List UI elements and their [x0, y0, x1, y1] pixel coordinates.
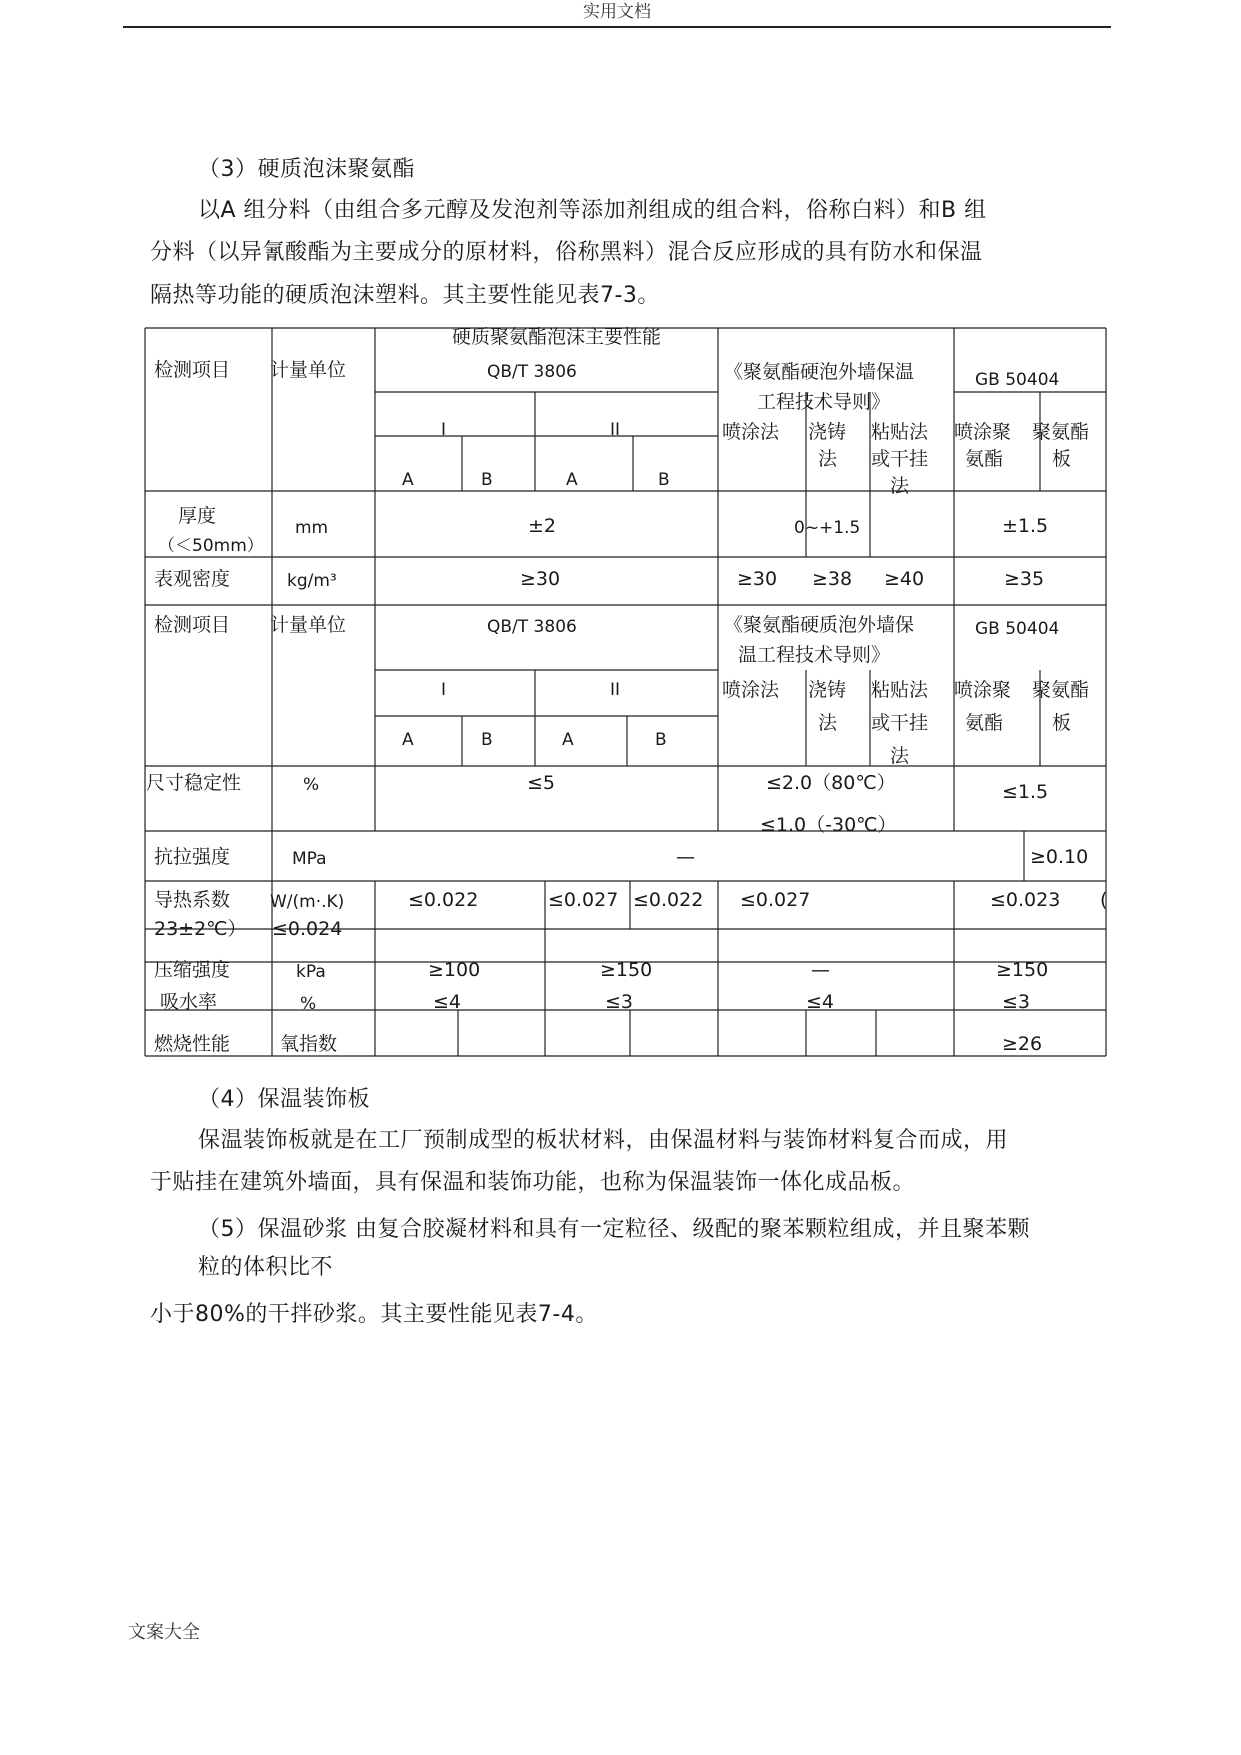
value-dim-qbt: ≤5 [527, 772, 556, 794]
value-compressive: ≥150 [996, 959, 1049, 981]
row-burning-performance: 燃烧性能 [154, 1033, 231, 1055]
header-pour-cont: 法 [818, 448, 838, 470]
value-burning: ≥26 [1002, 1033, 1043, 1055]
row-thermal-conductivity: 导热系数 [154, 889, 231, 911]
header-sub-b: B [481, 470, 493, 490]
header-spray-pu: 喷涂聚 [954, 421, 1012, 443]
value-water: ≤4 [433, 991, 462, 1013]
header-test-item: 检测项目 [154, 614, 231, 636]
value-thermal: ≤0.027 [548, 889, 619, 911]
section-4-title: （4）保温装饰板 [198, 1087, 370, 1112]
header-grade-ii: II [610, 420, 621, 440]
header-unit: 计量单位 [270, 359, 347, 381]
value-dim-guide-cold: ≤1.0（-30℃） [760, 814, 897, 836]
value-thickness-gb: ±1.5 [1002, 515, 1049, 537]
header-standard-guide-cont: 温工程技术导则》 [738, 644, 891, 666]
unit-percent: % [300, 994, 317, 1014]
header-standard-gb: GB 50404 [975, 370, 1060, 390]
paragraph-line: 保温装饰板就是在工厂预制成型的板状材料，由保温材料与装饰材料复合而成，用 [198, 1128, 1009, 1153]
value-water: ≤3 [605, 991, 634, 1013]
row-dimensional-stability: 尺寸稳定性 [146, 772, 242, 794]
header-pu-board-cont: 板 [1052, 448, 1072, 470]
unit-kpa: kPa [296, 962, 326, 982]
value-density-gb: ≥35 [1004, 568, 1045, 590]
header-spray-pu: 喷涂聚 [954, 679, 1012, 701]
value-water: ≤3 [1002, 991, 1031, 1013]
paragraph-line: 小于80%的干拌砂浆。其主要性能见表7-4。 [150, 1302, 598, 1327]
value-density-paste: ≥40 [884, 568, 925, 590]
header-pour: 浇铸 [808, 421, 847, 443]
header-standard-guide-cont: 工程技术导则》 [757, 391, 891, 413]
value-tensile-board: ≥0.10 [1030, 846, 1089, 868]
value-compressive: ≥150 [600, 959, 653, 981]
paragraph-line: 分料（以异氰酸酯为主要成分的原材料，俗称黑料）混合反应形成的具有防水和保温 [150, 240, 983, 265]
header-sub-a: A [402, 730, 414, 750]
unit-percent: % [303, 775, 320, 795]
paragraph-line: 隔热等功能的硬质泡沫塑料。其主要性能见表7-3。 [150, 283, 660, 308]
unit-thermal: W/(m·.K) [270, 892, 345, 912]
header-paste-cont: 法 [890, 745, 910, 767]
header-unit: 计量单位 [270, 614, 347, 636]
header-paste-cont: 或干挂 [871, 448, 929, 470]
page-header: 实用文档 [123, 0, 1111, 28]
header-paste-cont: 或干挂 [871, 712, 929, 734]
header-paste-cont: 法 [890, 475, 910, 497]
section-5-line: （5）保温砂浆 由复合胶凝材料和具有一定粒径、级配的聚苯颗粒组成，并且聚苯颗 [198, 1217, 1030, 1242]
row-compressive-strength: 压缩强度 [154, 959, 231, 981]
value-thermal: ≤0.022 [633, 889, 704, 911]
header-sub-b: B [658, 470, 670, 490]
header-spray-pu-cont: 氨酯 [965, 448, 1004, 470]
paragraph-line: 于贴挂在建筑外墙面，具有保温和装饰功能，也称为保温装饰一体化成品板。 [150, 1170, 916, 1195]
value-thermal: ≤0.027 [740, 889, 811, 911]
header-paste: 粘贴法 [871, 421, 929, 443]
value-tensile-na: — [676, 846, 695, 868]
row-density: 表观密度 [154, 568, 231, 590]
unit-mm: mm [295, 518, 329, 538]
unit-oxygen-index: 氧指数 [280, 1033, 338, 1055]
value-dim-gb: ≤1.5 [1002, 781, 1049, 803]
value-density-pour: ≥38 [812, 568, 853, 590]
header-grade-ii: II [610, 680, 621, 700]
value-water: ≤4 [806, 991, 835, 1013]
header-performance-title: 硬质聚氨酯泡沫主要性能 [452, 326, 662, 348]
header-spray-pu-cont: 氨酯 [965, 712, 1004, 734]
value-thermal-paren: ( [1100, 889, 1108, 911]
paragraph-line: 粒的体积比不 [198, 1255, 334, 1280]
header-standard-gb: GB 50404 [975, 619, 1060, 639]
value-thermal: ≤0.022 [408, 889, 479, 911]
header-spray: 喷涂法 [722, 421, 780, 443]
unit-mpa: MPa [292, 849, 327, 869]
row-thickness-cond: （＜50mm） [158, 536, 264, 556]
row-tensile-strength: 抗拉强度 [154, 846, 231, 868]
header-sub-b: B [481, 730, 493, 750]
header-pour: 浇铸 [808, 679, 847, 701]
value-density-spray: ≥30 [737, 568, 778, 590]
header-pour-cont: 法 [818, 712, 838, 734]
value-thickness-guide: 0~+1.5 [794, 518, 861, 538]
header-standard-guide: 《聚氨酯硬质泡外墙保 [724, 614, 915, 636]
value-density-qbt: ≥30 [520, 568, 561, 590]
value-dim-guide-hot: ≤2.0（80℃） [766, 772, 896, 794]
value-compressive-na: — [811, 959, 830, 981]
header-sub-b: B [655, 730, 667, 750]
header-standard-qbt: QB/T 3806 [487, 617, 577, 637]
header-sub-a: A [402, 470, 414, 490]
section-3-title: （3）硬质泡沫聚氨酯 [198, 157, 415, 182]
row-water-absorption: 吸水率 [160, 991, 218, 1013]
unit-kgm3: kg/m³ [287, 571, 337, 591]
value-compressive: ≥100 [428, 959, 481, 981]
header-test-item: 检测项目 [154, 359, 231, 381]
value-thermal: ≤0.023 [990, 889, 1061, 911]
header-pu-board: 聚氨酯 [1032, 679, 1090, 701]
header-grade-i: I [441, 420, 447, 440]
header-grade-i: I [441, 680, 447, 700]
value-thickness-qbt: ±2 [528, 515, 557, 537]
row-thermal-cond: 23±2℃） [154, 918, 247, 940]
header-pu-board: 聚氨酯 [1032, 421, 1090, 443]
value-thermal: ≤0.024 [272, 918, 343, 940]
header-sub-a: A [562, 730, 574, 750]
paragraph-line: 以A 组分料（由组合多元醇及发泡剂等添加剂组成的组合料，俗称白料）和B 组 [198, 198, 987, 223]
header-spray: 喷涂法 [722, 679, 780, 701]
header-pu-board-cont: 板 [1052, 712, 1072, 734]
header-standard-qbt: QB/T 3806 [487, 362, 577, 382]
row-thickness: 厚度 [178, 505, 217, 527]
header-paste: 粘贴法 [871, 679, 929, 701]
header-sub-a: A [566, 470, 578, 490]
page-footer: 文案大全 [128, 1622, 200, 1643]
header-standard-guide: 《聚氨酯硬泡外墙保温 [724, 361, 915, 383]
